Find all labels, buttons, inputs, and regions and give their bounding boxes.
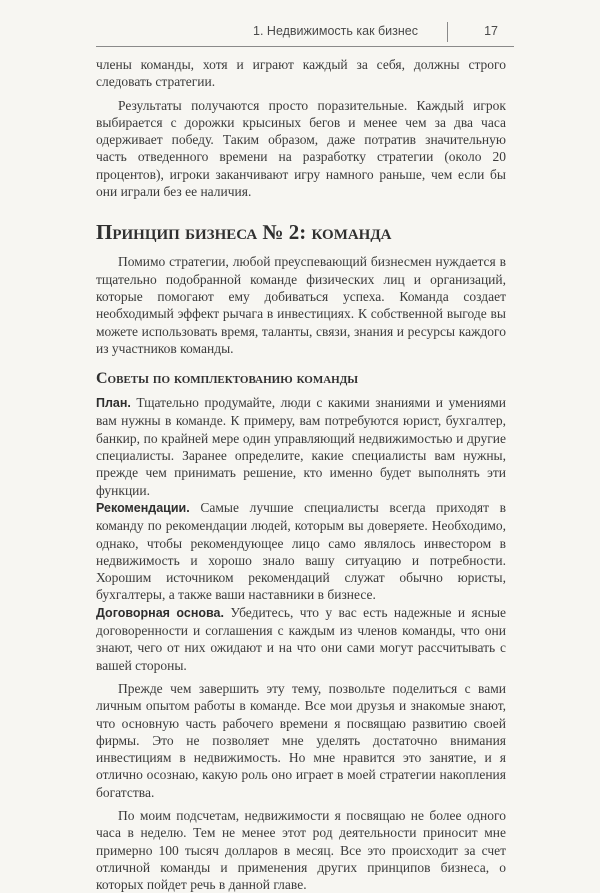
closing-paragraph-1: Прежде чем завершить эту тему, позвольте поделиться с вами личным опытом работы в команде. Все мои друзья и знакомые знают, что основную часть рабочего времени я посвящаю развитию своей фирмы. Это не позволяет мне уделять достаточно внимания инвестициям в недвижимость. Но мне нравится это занятие, и я отлично осознаю, какую роль оно играет в моей стратегии накопления богатства. [96, 680, 506, 800]
tip-text-plan: Тщательно продумайте, люди с какими знаниями и умениями вам нужны в команде. К примеру, вам потребуются юрист, бухгалтер, банкир, по крайней мере один управляющий недвижимостью и другие специалисты. Заранее определите, какие специалисты вам нужны, прежде чем принимать решение, кто именно будет выполнять эти функции. [96, 395, 506, 498]
header-divider [447, 22, 448, 42]
tip-label-contract: Договорная основа. [96, 605, 224, 620]
body-paragraph-1: члены команды, хотя и играют каждый за себя, должны строго следовать стратегии. [96, 57, 506, 90]
closing-paragraph-2: По моим подсчетам, недвижимости я посвящаю не более одного часа в неделю. Тем не менее этот род деятельности приносит мне примерно 100 тысяч долларов в месяц. Все это происходит за счет отличной команды и применения других принципов бизнеса, о которых пойдет речь в данной главе. [96, 807, 506, 893]
page-number: 17 [484, 24, 498, 38]
chapter-title: 1. Недвижимость как бизнес [253, 24, 418, 38]
tip-label-plan: План. [96, 396, 131, 411]
tip-contract [96, 604, 506, 674]
principle-heading: Принцип бизнеса № 2: команда [96, 220, 392, 245]
body-paragraph-2: Результаты получаются просто поразительные. Каждый игрок выбирается с дорожки крысиных бегов и менее чем за два часа одерживает победу. Таким образом, даже потратив значительную часть отведенного времени на разработку стратегии (около 20 процентов), игроки заканчивают игру намного раньше, чем если бы они играли без ее наличия. [96, 97, 506, 200]
tip-plan [96, 394, 506, 499]
running-header [96, 20, 514, 47]
tip-text-contract: Убедитесь, что у вас есть надежные и ясные договоренности и соглашения с каждым из членов команды, что они знают, чего от них ожидают и на что они сами могут рассчитывать с вашей стороны. [96, 604, 507, 673]
principle-paragraph: Помимо стратегии, любой преуспевающий бизнесмен нуждается в тщательно подобранной команде физических лиц и организаций, которые помогают ему добиваться успеха. Команда создает необходимый эффект рычага в инвестициях. К собственной выгоде вы можете использовать время, таланты, связи, знания и ресурсы каждого из участников команды. [96, 254, 506, 356]
tip-text-recommendations: Самые лучшие специалисты всегда приходят в команду по рекомендации людей, которым вы доверяете. Необходимо, однако, чтобы рекомендующее лицо само являлось инвестором в недвижимость и хорошо знало вашу ситуацию и потребности. Хорошим источником рекомендаций служат обычно юристы, бухгалтеры, а также ваши наставники в бизнесе. [96, 499, 507, 603]
tips-heading: Советы по комплектованию команды [96, 370, 359, 388]
tip-recommendations [96, 499, 506, 604]
tip-label-recommendations: Рекомендации. [96, 500, 190, 515]
page-content [96, 56, 506, 893]
